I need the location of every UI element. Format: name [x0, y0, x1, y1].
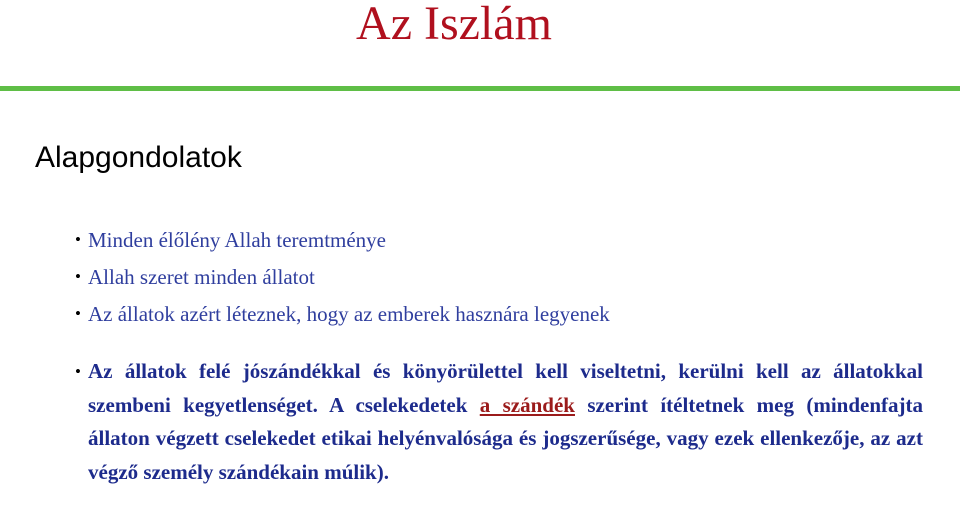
section-heading: Alapgondolatok: [35, 141, 242, 174]
bullet-dot-icon: •: [75, 362, 81, 381]
bold-bullet-paragraph: [75, 355, 923, 489]
paragraph-text-before: Az állatok felé jószándékkal és könyörülettel kell viseltetni, kerülni kell az állatokkal szembeni kegyetlenséget. A cselekedetek: [88, 359, 923, 417]
bullet-text: Allah szeret minden állatot: [88, 265, 315, 289]
bullet-dot-icon: •: [75, 230, 81, 249]
title-divider: [0, 86, 960, 91]
bullet-dot-icon: •: [75, 304, 81, 323]
bullet-item: [75, 298, 918, 330]
bullet-item: [75, 261, 918, 293]
bullet-text: Az állatok azért léteznek, hogy az emberek hasznára legyenek: [88, 302, 610, 326]
bullet-text: Minden élőlény Allah teremtménye: [88, 228, 386, 252]
bullet-item: [75, 224, 918, 256]
emphasis-text: a szándék: [479, 392, 575, 417]
bullet-dot-icon: •: [75, 267, 81, 286]
slide-title: Az Iszlám: [356, 0, 552, 50]
paragraph-text-after: szerint ítéltetnek meg (mindenfajta állaton végzett cselekedet etikai helyénvalósága és jogszerűsége, vagy ezek ellenkezője, az azt végző személy szándékain múlik).: [88, 392, 923, 484]
bullet-list: [75, 224, 918, 335]
